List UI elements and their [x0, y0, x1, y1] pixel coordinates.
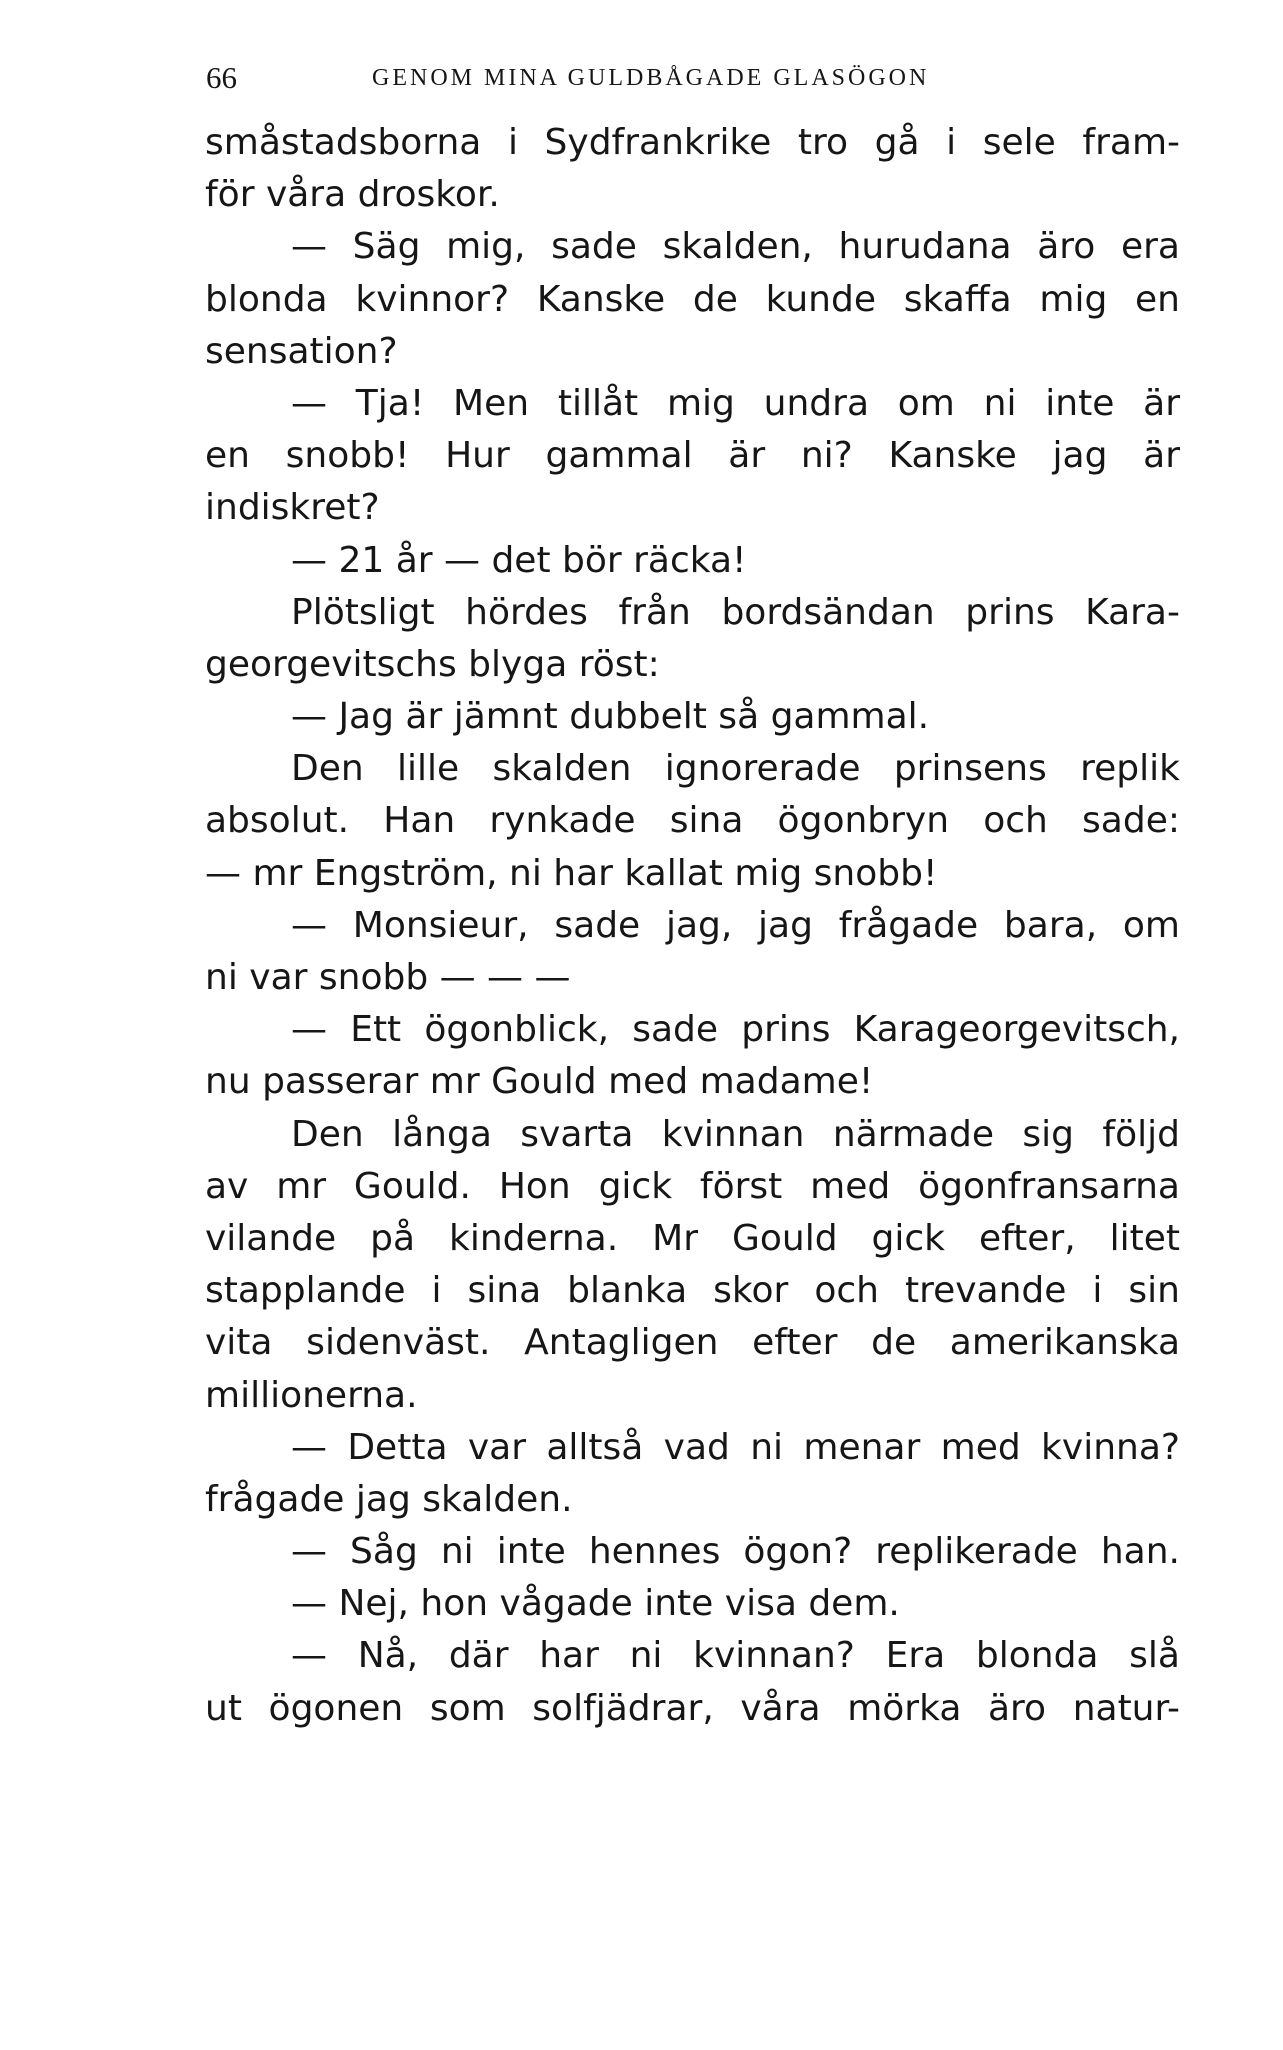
text-line: av mr Gould. Hon gick först med ögonfransarna: [205, 1165, 1180, 1207]
page-number: 66: [206, 60, 237, 95]
text-line: frågade jag skalden.: [205, 1478, 573, 1520]
page-header: [206, 58, 1179, 98]
text-line: Plötsligt hördes från bordsändan prins Kara-: [291, 591, 1180, 633]
text-line: — Nej, hon vågade inte visa dem.: [291, 1583, 900, 1625]
text-line: georgevitschs blyga röst:: [205, 643, 660, 685]
text-line: millionerna.: [205, 1374, 418, 1416]
text-line: — Såg ni inte hennes ögon? replikerade han.: [291, 1531, 1180, 1573]
text-line: blonda kvinnor? Kanske de kunde skaffa mig en: [205, 278, 1180, 320]
text-line: — Detta var alltså vad ni menar med kvinna?: [291, 1426, 1180, 1468]
text-line: — Jag är jämnt dubbelt så gammal.: [291, 696, 930, 738]
text-line: stapplande i sina blanka skor och trevande i sin: [205, 1270, 1180, 1312]
text-line: indiskret?: [205, 487, 380, 529]
text-line: — mr Engström, ni har kallat mig snobb!: [205, 852, 938, 894]
text-line: för våra droskor.: [205, 174, 500, 216]
text-line: ni var snobb — — —: [205, 957, 571, 998]
text-line: vilande på kinderna. Mr Gould gick efter, litet: [205, 1217, 1180, 1259]
text-line: — Tja! Men tillåt mig undra om ni inte är: [291, 382, 1180, 424]
body-text: [205, 117, 1180, 1735]
text-line: en snobb! Hur gammal är ni? Kanske jag är: [205, 435, 1180, 477]
text-line: Den långa svarta kvinnan närmade sig följd: [291, 1113, 1180, 1155]
text-line: — Monsieur, sade jag, jag frågade bara, om: [291, 904, 1180, 946]
text-line: absolut. Han rynkade sina ögonbryn och sade:: [205, 800, 1180, 842]
text-line: — Ett ögonblick, sade prins Karageorgevitsch,: [291, 1009, 1180, 1051]
text-line: — Nå, där har ni kvinnan? Era blonda slå: [291, 1635, 1180, 1677]
text-line: — 21 år — det bör räcka!: [291, 539, 747, 581]
text-line: nu passerar mr Gould med madame!: [205, 1061, 874, 1103]
text-line: småstadsborna i Sydfrankrike tro gå i sele fram-: [205, 122, 1180, 163]
running-title: GENOM MINA GULDBÅGADE GLASÖGON: [372, 65, 930, 91]
text-line: ut ögonen som solfjädrar, våra mörka äro natur-: [205, 1687, 1180, 1729]
text-line: — Säg mig, sade skalden, hurudana äro era: [291, 226, 1180, 268]
text-line: Den lille skalden ignorerade prinsens replik: [291, 748, 1180, 790]
text-line: sensation?: [205, 330, 398, 372]
text-line: vita sidenväst. Antagligen efter de amerikanska: [205, 1322, 1180, 1364]
